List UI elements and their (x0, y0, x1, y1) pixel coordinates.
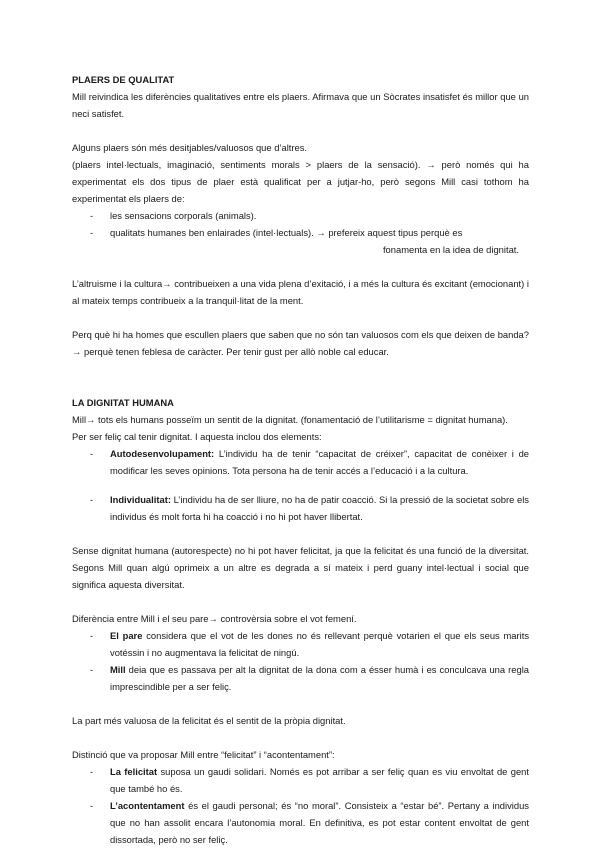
list-item: - Mill deia que es passava per alt la dignitat de la dona com a ésser humà i es conculcava una regla imprescindible per a ser feliç. (72, 661, 529, 695)
paragraph: Diferència entre Mill i el seu pare→ controvèrsia sobre el vot femení. (72, 613, 357, 624)
bullet-dash: - (90, 227, 94, 238)
section-title-dignitat: LA DIGNITAT HUMANA (72, 397, 174, 408)
bullet-dash: - (90, 630, 94, 641)
bullet-list (72, 763, 529, 848)
bullet-dash: - (90, 494, 94, 505)
paragraph: (plaers intel·lectuals, imaginació, sentiments morals > plaers de la sensació). → però només qui ha experimentat els dos tipus de plaer està qualificat per a jutjar-ho, però segons Mill casi tothom ha experimentat els plaers de: (72, 159, 529, 204)
list-item: - Autodesenvolupament: L’individu ha de tenir “capacitat de créixer”, capacitat de conèixer i de modificar les seves opinions. Tota persona ha de tenir accés a l’educació i a la cultura. (72, 445, 529, 479)
document-body (72, 71, 529, 848)
paragraph: La part més valuosa de la felicitat és el sentit de la pròpia dignitat. (72, 715, 346, 726)
list-item: - les sensacions corporals (animals). (72, 207, 529, 224)
bullet-dash: - (90, 448, 94, 459)
paragraph: Per ser feliç cal tenir dignitat. I aquesta inclou dos elements: (72, 431, 322, 442)
paragraph: Perq què hi ha homes que escullen plaers que saben que no són tan valuosos com els que deixen de banda? → perquè tenen feblesa de caràcter. Per tenir gust per allò noble cal educar. (72, 329, 529, 357)
bullet-list (72, 445, 529, 525)
paragraph: Sense dignitat humana (autorespecte) no hi pot haver felicitat, ja que la felicitat és una funció de la diversitat. Segons Mill quan algú oprimeix a un altre es degrada a sí mateix i perd guany intel·lectual i social que significa aquesta diversitat. (72, 545, 529, 590)
list-item: - L’acontentament és el gaudi personal; és “no moral”. Consisteix a “estar bé”. Pertany a individus que no han assolit encara l’autonomia moral. En definitiva, es pot estar content envoltat de gent dissortada, però no ser feliç. (72, 797, 529, 848)
list-item: - El pare considera que el vot de les dones no és rellevant perquè votarien el que els seus marits votéssin i no augmentava la felicitat de ningú. (72, 627, 529, 661)
bullet-dash: - (90, 664, 94, 675)
bullet-list (72, 627, 529, 695)
list-item: - Individualitat: L’individu ha de ser lliure, no ha de patir coacció. Si la pressió de la societat sobre els individus és molt forta hi ha coacció i no hi pot haver llibertat. (72, 491, 529, 525)
paragraph: L’altruisme i la cultura→ contribueixen a una vida plena d’exitació, i a més la cultura és excitant (emocionant) i al mateix temps contribueix a la tranquil·litat de la ment. (72, 278, 529, 306)
section-title-plaers: PLAERS DE QUALITAT (72, 74, 175, 85)
paragraph: Alguns plaers són més desitjables/valuosos que d’altres. (72, 142, 308, 153)
bullet-dash: - (90, 210, 94, 221)
bullet-dash: - (90, 766, 94, 777)
paragraph: Mill reivindica les diferències qualitatives entre els plaers. Afirmava que un Sòcrates insatisfet és millor que un neci satisfet. (72, 91, 529, 119)
bullet-dash: - (90, 800, 94, 811)
paragraph: Distinció que va proposar Mill entre “felicitat” i “acontentament”: (72, 749, 335, 760)
list-item: - La felicitat suposa un gaudi solidari. Només es pot arribar a ser feliç quan es viu envoltat de gent que també ho és. (72, 763, 529, 797)
paragraph: Mill→ tots els humans posseïm un sentit de la dignitat. (fonamentació de l’utilitarisme = dignitat humana). (72, 414, 508, 425)
bullet-list (72, 207, 529, 258)
list-item: - qualitats humanes ben enlairades (intel·lectuals). → prefereix aquest tipus perquè es fonamenta en la idea de dignitat. (72, 224, 529, 258)
